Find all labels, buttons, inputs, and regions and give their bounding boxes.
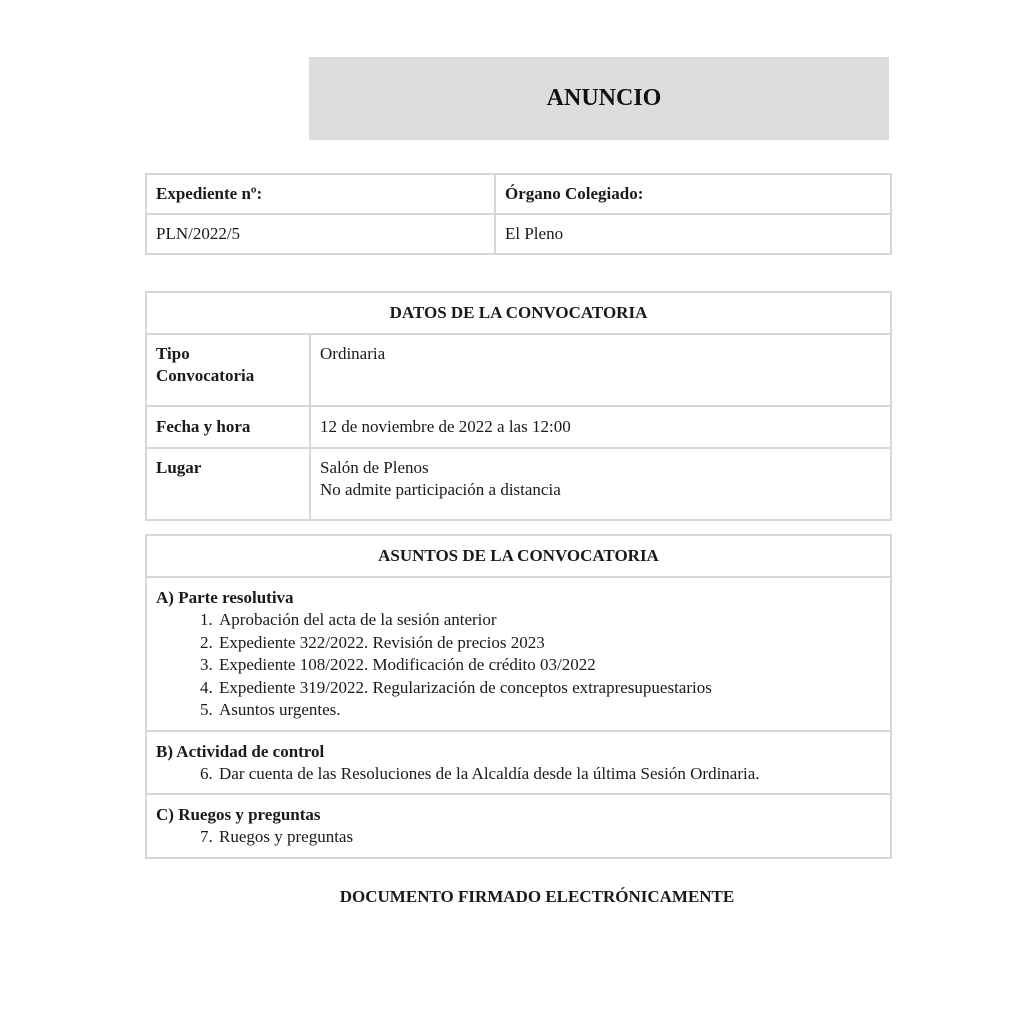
table-row [146, 731, 891, 795]
list-item: 6. Dar cuenta de las Resoluciones de la Alcaldía desde la última Sesión Ordinaria. [217, 763, 881, 786]
expediente-table [145, 173, 892, 255]
lugar-label [146, 448, 310, 520]
section-parte-resolutiva [146, 577, 891, 731]
list-item: 2. Expediente 322/2022. Revisión de precios 2023 [217, 632, 881, 655]
asuntos-table [145, 534, 892, 859]
organo-value: El Pleno [495, 214, 891, 254]
list-item: 3. Expediente 108/2022. Modificación de crédito 03/2022 [217, 654, 881, 677]
agenda-list [156, 609, 881, 722]
label-line: Lugar [156, 458, 202, 477]
value-line: 12 de noviembre de 2022 a las 12:00 [320, 417, 571, 436]
table-row [146, 174, 891, 214]
table-row [146, 334, 891, 406]
fecha-value [310, 406, 891, 448]
organo-label: Órgano Colegiado: [495, 174, 891, 214]
section-title: B) Actividad de control [156, 741, 325, 761]
fecha-label [146, 406, 310, 448]
table-row [146, 406, 891, 448]
agenda-list [156, 763, 881, 786]
table-row [146, 535, 891, 577]
table-row [146, 577, 891, 731]
value-line: Ordinaria [320, 344, 386, 363]
label-line: Convocatoria [156, 366, 255, 385]
section-title: C) Ruegos y preguntas [156, 805, 321, 824]
signature-note: DOCUMENTO FIRMADO ELECTRÓNICAMENTE [339, 887, 735, 906]
convocatoria-header: DATOS DE LA CONVOCATORIA [146, 292, 891, 334]
tipo-label [146, 334, 310, 406]
section-actividad-control [146, 731, 891, 795]
asuntos-header: ASUNTOS DE LA CONVOCATORIA [146, 535, 891, 577]
section-ruegos-preguntas [146, 794, 891, 858]
convocatoria-table [145, 291, 892, 521]
label-line: Tipo [156, 344, 190, 363]
list-item: 5. Asuntos urgentes. [217, 699, 881, 722]
list-item: 1. Aprobación del acta de la sesión anterior [217, 609, 881, 632]
table-row [146, 214, 891, 254]
tipo-value [310, 334, 891, 406]
list-item: 4. Expediente 319/2022. Regularización de conceptos extrapresupuestarios [217, 677, 881, 700]
lugar-value [310, 448, 891, 520]
expediente-label: Expediente nº: [146, 174, 495, 214]
value-line: Salón de Plenos [320, 458, 429, 477]
expediente-value: PLN/2022/5 [146, 214, 495, 254]
label-line: Fecha y hora [156, 417, 251, 436]
title-banner [309, 57, 889, 140]
page-title: ANUNCIO [546, 85, 662, 111]
table-row [146, 448, 891, 520]
list-item: 7. Ruegos y preguntas [217, 826, 881, 849]
value-line: No admite participación a distancia [320, 480, 561, 499]
table-row [146, 794, 891, 858]
section-title: A) Parte resolutiva [156, 588, 294, 607]
table-row [146, 292, 891, 334]
agenda-list [156, 826, 881, 849]
